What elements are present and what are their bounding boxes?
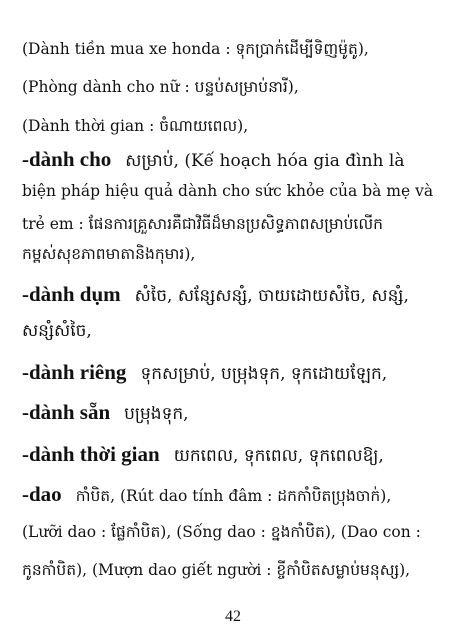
- line-text: trẻ em : ផែនការគ្រួសារគឺជាវិធីដ៏មានប្រសិទ្ធភាពសម្រាប់លើក: [22, 215, 383, 233]
- line-text: (Lưỡi dao : ផ្លែកាំបិត), (Sống dao : ខ្នងកាំបិត), (Dao con :: [22, 523, 421, 541]
- line-text: សំចៃ, សន្សែសន្សំ, ចាយដោយសំចៃ, សន្សំ,: [134, 286, 409, 306]
- entry-dành-sẵn: [22, 401, 456, 425]
- line-text: (Phòng dành cho nữ : បន្ទប់សម្រាប់នារី),: [22, 78, 299, 96]
- entry-dành-cho: [22, 148, 456, 172]
- entry-dành-riêng: [22, 361, 456, 385]
- entry-line-14: [22, 521, 456, 543]
- line-text: កូនកាំបិត), (Mượn dao giết người : ខ្ចីកាំបិតសម្លាប់មនុស្ស),: [22, 561, 411, 579]
- entry-line-9: [22, 320, 456, 342]
- entry-line-15: [22, 559, 456, 581]
- line-text: ទុកសម្រាប់, បម្រុងទុក, ទុកដោយឡែក,: [140, 364, 388, 384]
- line-text: កម្ពស់សុខភាពមាតានិងកុមារ),: [22, 245, 196, 263]
- line-text: biện pháp hiệu quả dành cho sức khỏe của bà mẹ và: [22, 182, 434, 200]
- line-text: (Dành tiền mua xe honda : ទុកប្រាក់ដើម្បីទិញម៉ូតូ),: [22, 40, 369, 58]
- line-text: យកពេល, ទុកពេល, ទុកពេលឱ្យ,: [173, 446, 384, 466]
- entry-line-5: [22, 180, 456, 202]
- entry-dành-dụm: [22, 283, 456, 307]
- headword: -dành cho: [22, 148, 112, 171]
- headword: -dành sẵn: [22, 401, 111, 424]
- line-text: សន្សំសំចៃ,: [22, 321, 92, 341]
- entry-line-7: [22, 243, 456, 265]
- headword: -dành riêng: [22, 361, 127, 384]
- headword: -dành dụm: [22, 283, 121, 306]
- entry-line-2: [22, 76, 456, 98]
- line-text: សម្រាប់, (Kế hoạch hóa gia đình là: [125, 151, 405, 171]
- entry-line-1: [22, 38, 456, 60]
- line-text: កាំបិត, (Rút dao tính đâm : ដកកាំបិតប្រុងចាក់),: [75, 487, 392, 505]
- page-number: 42: [225, 608, 241, 625]
- headword: -dành thời gian: [22, 443, 160, 466]
- entry-line-3: [22, 115, 456, 137]
- entry-dao: [22, 483, 456, 507]
- headword: -dao: [22, 483, 62, 506]
- entry-dành-thời-gian: [22, 443, 456, 467]
- line-text: (Dành thời gian : ចំណាយពេល),: [22, 117, 249, 135]
- line-text: បម្រុងទុក,: [124, 404, 189, 424]
- entry-line-6: [22, 213, 456, 235]
